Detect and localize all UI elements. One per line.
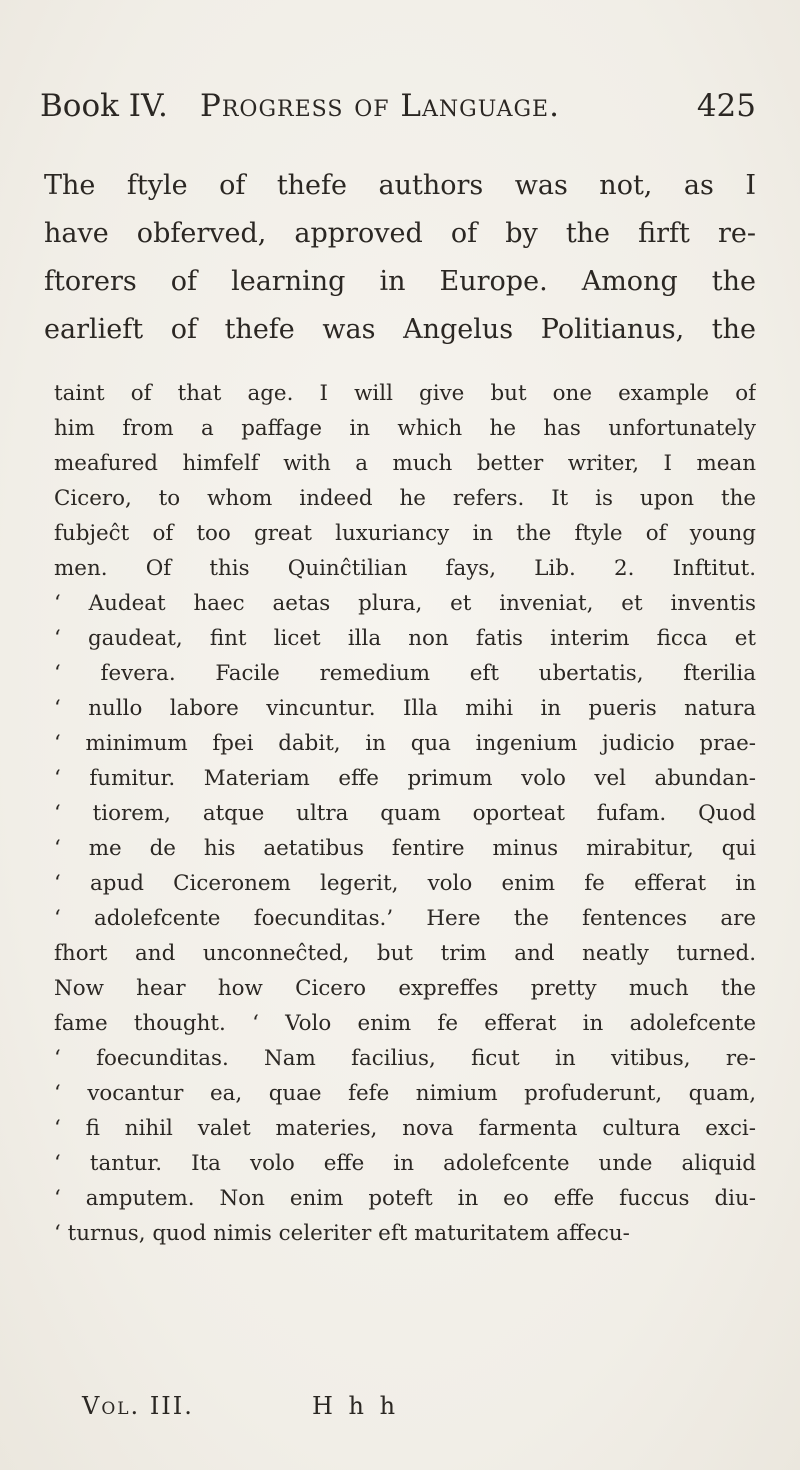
book-number: Book IV.	[40, 88, 168, 124]
text-line: ‘ adolefcente foecunditas.’ Here the fentences are	[54, 906, 756, 931]
text-line: ‘ fevera. Facile remedium eft ubertatis, fterilia	[54, 661, 756, 686]
text-line: ‘ fi nihil valet materies, nova farmenta cultura exci-	[54, 1116, 756, 1141]
text-line: ‘ turnus, quod nimis celeriter eft maturitatem affecu-	[54, 1221, 630, 1246]
text-line: ‘ tantur. Ita volo effe in adolefcente unde aliquid	[54, 1151, 756, 1176]
text-line: Now hear how Cicero expreffes pretty much the	[54, 976, 756, 1001]
text-line: ‘ foecunditas. Nam facilius, ficut in vitibus, re-	[54, 1046, 756, 1071]
text-line: ‘ nullo labore vincuntur. Illa mihi in pueris natura	[54, 696, 756, 721]
text-line: meafured himfelf with a much better writer, I mean	[54, 451, 756, 476]
text-line: earlieft of thefe was Angelus Politianus, the	[44, 314, 756, 345]
text-line: have obferved, approved of by the firft re-	[44, 218, 756, 249]
text-line: ‘ me de his aetatibus fentire minus mirabitur, qui	[54, 836, 756, 861]
text-line: ‘ tiorem, atque ultra quam oporteat fufam. Quod	[54, 801, 756, 826]
text-line: ‘ fumitur. Materiam effe primum volo vel abundan-	[54, 766, 756, 791]
text-line: The ftyle of thefe authors was not, as I	[44, 170, 756, 201]
text-line: him from a paffage in which he has unfortunately	[54, 416, 756, 441]
text-line: ftorers of learning in Europe. Among the	[44, 266, 756, 297]
signature-mark: H h h	[312, 1392, 400, 1420]
text-line: ‘ vocantur ea, quae fefe nimium profuderunt, quam,	[54, 1081, 756, 1106]
quotation-block	[54, 376, 756, 1251]
text-line: ‘ minimum fpei dabit, in qua ingenium judicio prae-	[54, 731, 756, 756]
page-footer	[82, 1392, 582, 1428]
running-header	[40, 88, 756, 132]
volume-label: Vol. III.	[82, 1392, 194, 1420]
text-line: fubjeĉt of too great luxuriancy in the ftyle of young	[54, 521, 756, 546]
text-line: men. Of this Quinĉtilian fays, Lib. 2. Inftitut.	[54, 556, 756, 581]
running-title: Progress of Language.	[200, 88, 560, 124]
text-line: fame thought. ‘ Volo enim fe efferat in adolefcente	[54, 1011, 756, 1036]
text-line: ‘ Audeat haec aetas plura, et inveniat, et inventis	[54, 591, 756, 616]
text-line: ‘ amputem. Non enim poteft in eo effe fuccus diu-	[54, 1186, 756, 1211]
text-line: ‘ apud Ciceronem legerit, volo enim fe efferat in	[54, 871, 756, 896]
text-line: Cicero, to whom indeed he refers. It is upon the	[54, 486, 756, 511]
text-line: taint of that age. I will give but one example of	[54, 381, 756, 406]
text-line: fhort and unconneĉted, but trim and neatly turned.	[54, 941, 756, 966]
page-number: 425	[696, 88, 756, 124]
text-line: ‘ gaudeat, fint licet illa non fatis interim ficca et	[54, 626, 756, 651]
main-paragraph	[44, 162, 756, 354]
